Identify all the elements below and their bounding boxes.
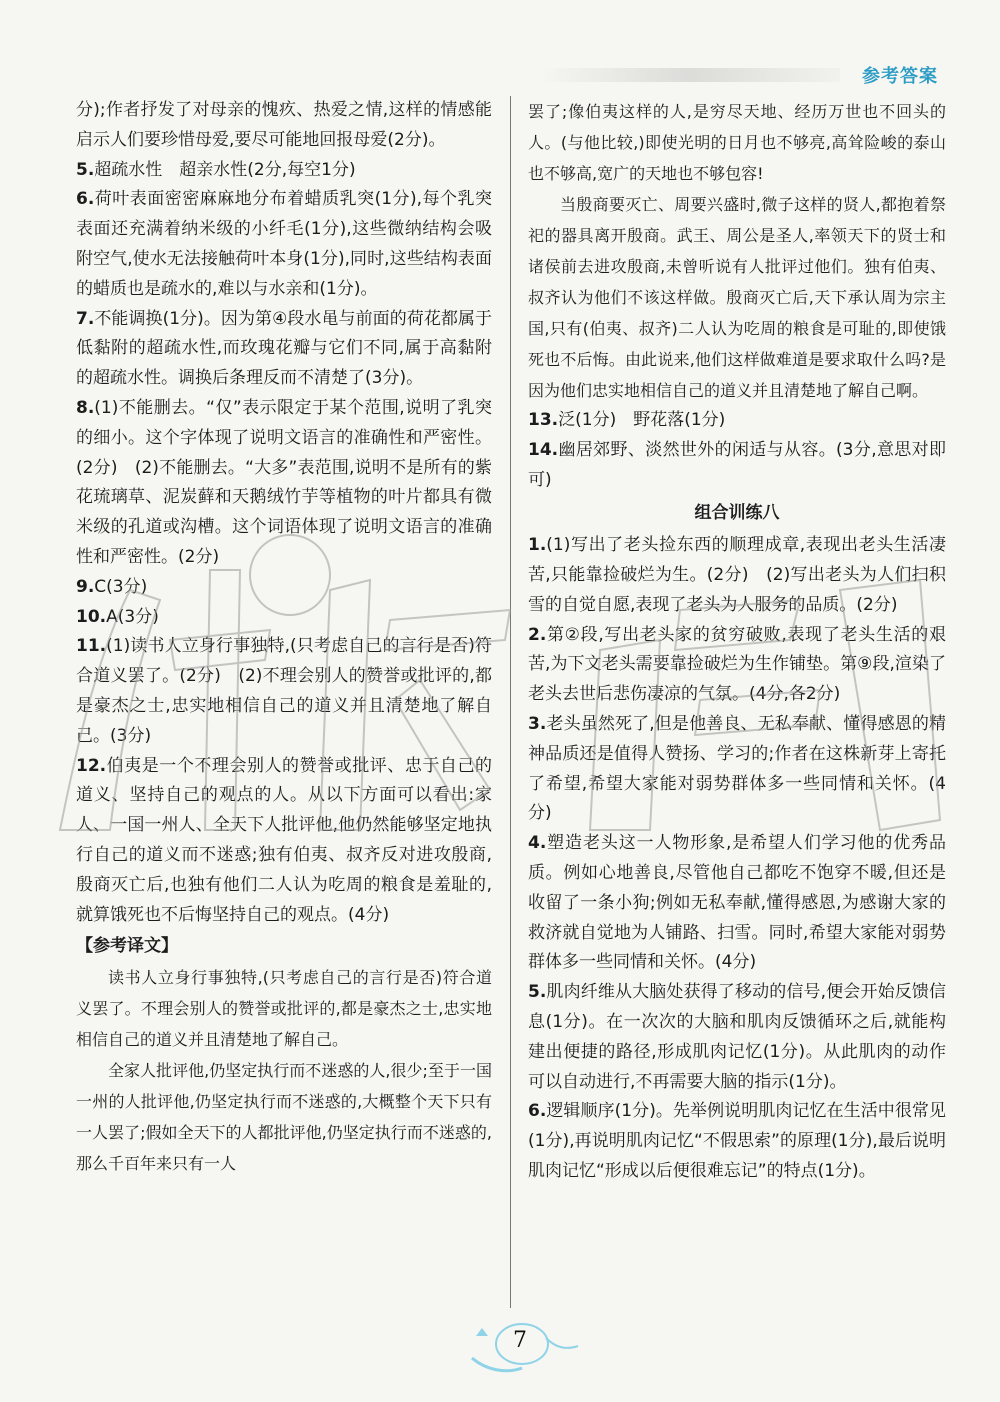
answer-item-10: 10.A(3分) — [76, 606, 159, 627]
answer-item-8: 8.(1)不能删去。“仅”表示限定于某个范围,说明了乳突的细小。这个字体现了说明文语言的准确性和严密性。(2分) (2)不能删去。“大多”表范围,说明不是所有的紫花琉璃草、泥炭藓和天鹅绒竹芋等植物的叶片都具有微米级的孔道或沟槽。这个词语体现了说明文语言的准确性和严密性。(2分) — [76, 397, 492, 567]
reference-translation-title: 【参考译文】 — [76, 936, 178, 957]
answer-item-5: 5.超疏水性 超亲水性(2分,每空1分) — [76, 159, 356, 180]
answer-item-11: 11.(1)读书人立身行事独特,(只考虑自己的言行是否)符合道义罢了。(2分) (2)不理会别人的赞誉或批评的,都是豪杰之士,忠实地相信自己的道义并且清楚地了解自己。(3分) — [76, 636, 492, 746]
training-item-5: 5.肌肉纤维从大脑处获得了移动的信号,便会开始反馈信息(1分)。在一次次的大脑和肌肉反馈循环之后,就能构建出便捷的路径,形成肌肉记忆(1分)。从此肌肉的动作可以自动进行,不再需要大脑的指示(1分)。 — [528, 982, 946, 1092]
left-column — [76, 96, 492, 1179]
answer-item-7: 7.不能调换(1分)。因为第④段水黾与前面的荷花都属于低黏附的超疏水性,而玫瑰花瓣与它们不同,属于高黏附的超疏水性。调换后条理反而不清楚了(3分)。 — [76, 308, 492, 389]
translation-paragraph: 读书人立身行事独特,(只考虑自己的言行是否)符合道义罢了。不理会别人的赞誉或批评的,都是豪杰之士,忠实地相信自己的道义并且清楚地了解自己。 — [76, 968, 492, 1050]
answer-item-13: 13.泛(1分) 野花落(1分) — [528, 410, 726, 430]
answer-item-6: 6.荷叶表面密密麻麻地分布着蜡质乳突(1分),每个乳突表面还充满着纳米级的小纤毛(1分),这些微纳结构会吸附空气,使水无法接触荷叶本身(1分),同时,这些结构表面的蜡质也是疏水的,难以与水亲和(1分)。 — [76, 189, 492, 299]
training-item-4: 4.塑造老头这一人物形象,是希望人们学习他的优秀品质。例如心地善良,尽管他自己都吃不饱穿不暖,但还是收留了一条小狗;例如无私奉献,懂得感恩,为感谢大家的救济就自觉地为人铺路、扫雪。同时,希望大家能对弱势群体多一些同情和关怀。(4分) — [528, 833, 946, 973]
section-title-eight: 组合训练八 — [694, 503, 780, 524]
answer-item-12: 12.伯夷是一个不理会别人的赞誉或批评、忠于自己的道义、坚持自己的观点的人。从以下方面可以看出:家人、一国一州人、全天下人批评他,他仍然能够坚定地执行自己的道义而不迷惑;独有伯夷、叔齐反对进攻殷商,殷商灭亡后,也独有他们二人认为吃周的粮食是羞耻的,就算饿死也不后悔坚持自己的观点。(4分) — [76, 755, 492, 925]
answer-item-9: 9.C(3分) — [76, 576, 148, 597]
answer-item-14: 14.幽居郊野、淡然世外的闲适与从容。(3分,意思对即可) — [528, 439, 946, 490]
answer-item: 分);作者抒发了对母亲的愧疚、热爱之情,这样的情感能启示人们要珍惜母爱,要尽可能地回报母爱(2分)。 — [76, 100, 492, 150]
section-label: 参考答案 — [862, 66, 938, 87]
column-divider — [510, 96, 511, 1308]
header-decoration — [540, 68, 840, 82]
training-item-1: 1.(1)写出了老头捡东西的顺理成章,表现出老头生活凄苦,只能靠捡破烂为生。(2分) (2)写出老头为人们扫积雪的自觉自愿,表现了老头为人服务的品质。(2分) — [528, 535, 946, 615]
page-number: 7 — [513, 1328, 527, 1353]
translation-paragraph: 全家人批评他,仍坚定执行而不迷惑的人,很少;至于一国一州的人批评他,仍坚定执行而不迷惑的,大概整个天下只有一人罢了;假如全天下的人都批评他,仍坚定执行而不迷惑的,那么千百年来只有一人 — [76, 1061, 492, 1174]
training-item-6: 6.逻辑顺序(1分)。先举例说明肌肉记忆在生活中很常见(1分),再说明肌肉记忆“不假思索”的原理(1分),最后说明肌肉记忆“形成以后便很难忘记”的特点(1分)。 — [528, 1101, 946, 1181]
translation-paragraph: 当殷商要灭亡、周要兴盛时,微子这样的贤人,都抱着祭祀的器具离开殷商。武王、周公是圣人,率领天下的贤士和诸侯前去进攻殷商,未曾听说有人批评过他们。独有伯夷、叔齐认为他们不该这样做。殷商灭亡后,天下承认周为宗主国,只有(伯夷、叔齐)二人认为吃周的粮食是可耻的,即使饿死也不后悔。由此说来,他们这样做难道是要求取什么吗?是因为他们忠实地相信自己的道义并且清楚地了解自己啊。 — [528, 195, 946, 400]
training-item-2: 2.第②段,写出老头家的贫穷破败,表现了老头生活的艰苦,为下文老头需要靠捡破烂为生作铺垫。第⑨段,渲染了老头去世后悲伤凄凉的气氛。(4分,各2分) — [528, 624, 946, 705]
right-column — [528, 96, 946, 1187]
translation-continued: 罢了;像伯夷这样的人,是穷尽天地、经历万世也不回头的人。(与他比较,)即使光明的日月也不够亮,高耸险峻的泰山也不够高,宽广的天地也不够包容! — [528, 102, 946, 183]
training-item-3: 3.老头虽然死了,但是他善良、无私奉献、懂得感恩的精神品质还是值得人赞扬、学习的;作者在这株新芽上寄托了希望,希望大家能对弱势群体多一些同情和关怀。(4分) — [528, 713, 946, 824]
